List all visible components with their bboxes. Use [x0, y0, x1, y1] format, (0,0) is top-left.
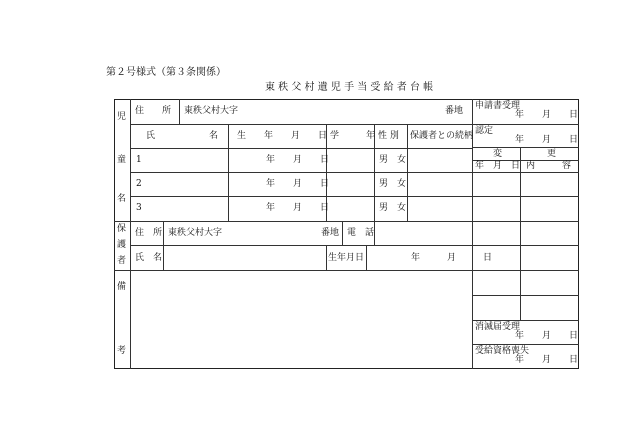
grid-line [179, 99, 180, 124]
child-row-sex[interactable]: 男 女 [379, 155, 407, 165]
col-header-sex: 性 別 [378, 131, 399, 141]
child-row-sex[interactable]: 男 女 [379, 179, 407, 189]
grid-line [342, 221, 343, 245]
col-header-birthdate: 生 年 月 日 [237, 131, 328, 141]
grid-line [374, 221, 375, 245]
child-row-sex[interactable]: 男 女 [379, 203, 407, 213]
child-row-birthdate[interactable]: 年 月 日 [266, 155, 330, 165]
grid-line [472, 147, 579, 148]
grid-line [472, 196, 579, 197]
grid-line [163, 245, 164, 270]
approval-label: 認定 [475, 126, 494, 136]
grid-line [130, 99, 131, 369]
child-banchi-label: 番地 [445, 106, 464, 116]
eligibility-loss-date[interactable]: 年 月 日 [515, 355, 579, 365]
change-content-col-header: 内 容 [526, 161, 572, 171]
page-title: 東 秩 父 村 遺 児 手 当 受 給 者 台 帳 [265, 82, 434, 93]
change-header: 変 更 [493, 149, 557, 159]
eligibility-loss-label: 受給資格喪失 [475, 346, 530, 356]
grid-line [130, 196, 472, 197]
col-header-relation: 保護者との続柄 [410, 131, 474, 141]
child-row-number: 3 [136, 203, 142, 213]
guardian-label-ho: 保 [117, 224, 127, 234]
guardian-banchi-label: 番地 [321, 228, 340, 238]
grid-line [472, 344, 579, 345]
grid-line [114, 270, 472, 271]
grid-line [130, 124, 579, 125]
grid-line [472, 320, 579, 321]
remarks-label-bi: 備 [117, 282, 127, 292]
guardian-label-go: 護 [117, 240, 127, 250]
extinction-notice-date[interactable]: 年 月 日 [515, 331, 579, 341]
child-address-value[interactable]: 東秩父村大字 [184, 106, 239, 116]
grid-line [472, 270, 579, 271]
child-row-birthdate[interactable]: 年 月 日 [266, 203, 330, 213]
guardian-address-value[interactable]: 東秩父村大字 [168, 228, 223, 238]
col-header-school-year: 学 年 [330, 131, 376, 141]
grid-line [366, 245, 367, 270]
guardian-phone-label: 電 話 [347, 228, 375, 238]
child-row-number: 2 [136, 179, 142, 189]
children-label-ji: 児 [117, 112, 127, 122]
children-label-do: 童 [117, 155, 127, 165]
children-label-mei: 名 [117, 194, 127, 204]
grid-line [326, 245, 327, 270]
grid-line [163, 221, 164, 245]
application-received-date[interactable]: 年 月 日 [515, 110, 579, 120]
grid-line [472, 295, 579, 296]
col-header-name: 氏 名 [146, 131, 219, 141]
approval-date[interactable]: 年 月 日 [515, 135, 579, 145]
guardian-label-sha: 者 [117, 256, 127, 266]
grid-line [472, 245, 579, 246]
grid-line [472, 221, 579, 222]
guardian-address-label: 住 所 [135, 228, 163, 238]
guardian-name-label: 氏 名 [135, 253, 163, 263]
guardian-birth-label: 生年月日 [328, 253, 365, 263]
change-date-col-header: 年 月 日 [475, 161, 521, 171]
grid-line [130, 148, 472, 149]
grid-line [114, 221, 472, 222]
remarks-label-kou: 考 [117, 346, 127, 356]
grid-line [130, 245, 472, 246]
child-address-label: 住 所 [135, 106, 172, 116]
form-number: 第２号様式（第３条関係） [106, 67, 226, 78]
guardian-birth-value[interactable]: 年 月 日 [411, 253, 493, 263]
grid-line [472, 172, 579, 173]
application-received-label: 申請書受理 [475, 101, 521, 111]
extinction-notice-label: 消滅届受理 [475, 322, 521, 332]
grid-line [130, 172, 472, 173]
child-row-number: 1 [136, 155, 142, 165]
child-row-birthdate[interactable]: 年 月 日 [266, 179, 330, 189]
